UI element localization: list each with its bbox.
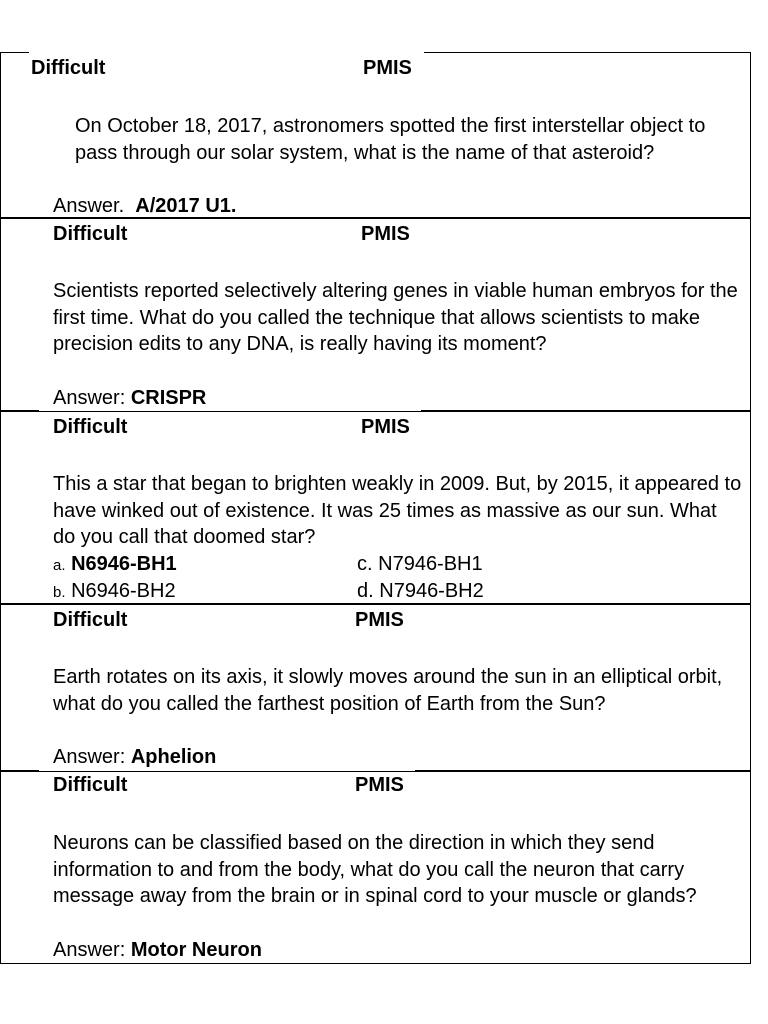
question-card-2 — [0, 218, 751, 411]
answer-line — [53, 744, 216, 771]
answer-label: Answer: — [53, 939, 126, 961]
option-text: N6946-BH1 — [71, 553, 177, 575]
difficulty-label: Difficult — [53, 609, 128, 631]
option-c — [357, 551, 483, 578]
answer-line — [53, 385, 206, 412]
option-text: N7946-BH1 — [378, 553, 483, 575]
option-letter: c. — [357, 553, 373, 575]
school-label: PMIS — [363, 57, 412, 79]
question-card-4 — [0, 604, 751, 771]
answer-line — [53, 193, 236, 220]
question-text: Scientists reported selectively altering genes in viable human embryos for the first time. What do you called the technique that allows scientists to make precision edits to any DNA, is really having its moment? — [53, 280, 738, 355]
school-label: PMIS — [361, 223, 410, 245]
question-card-5 — [0, 771, 751, 964]
answer-line — [53, 937, 262, 964]
difficulty-label: Difficult — [53, 223, 128, 245]
answer-value: CRISPR — [130, 387, 207, 409]
answer-value: A/2017 U1. — [135, 195, 237, 217]
school-label: PMIS — [355, 774, 404, 796]
option-d — [357, 578, 484, 605]
option-letter: b. — [53, 584, 66, 601]
option-a — [53, 551, 177, 580]
option-text: N6946-BH2 — [71, 580, 176, 602]
question-text: Neurons can be classified based on the direction in which they send information to and from the body, what do you call the neuron that carry message away from the brain or in spinal cord to your muscle or glands? — [53, 832, 697, 907]
question-card-1 — [0, 52, 751, 218]
option-letter: a. — [53, 557, 66, 574]
answer-value: Aphelion — [130, 746, 217, 768]
answer-label: Answer: — [53, 387, 126, 409]
option-text: N7946-BH2 — [379, 580, 484, 602]
school-label: PMIS — [361, 416, 410, 438]
option-letter: d. — [357, 580, 374, 602]
difficulty-label: Difficult — [53, 416, 128, 438]
difficulty-label: Difficult — [53, 774, 128, 796]
answer-value: Motor Neuron — [130, 939, 262, 961]
school-label: PMIS — [355, 609, 404, 631]
difficulty-label: Difficult — [31, 57, 106, 79]
question-text: On October 18, 2017, astronomers spotted the first interstellar object to pass through our solar system, what is the name of that asteroid? — [75, 115, 706, 164]
question-card-3 — [0, 411, 751, 604]
question-text: This a star that began to brighten weakly in 2009. But, by 2015, it appeared to have winked out of existence. It was 25 times as massive as our sun. What do you call that doomed star? — [53, 473, 742, 548]
option-b — [53, 578, 176, 607]
question-text: Earth rotates on its axis, it slowly moves around the sun in an elliptical orbit, what do you called the farthest position of Earth from the Sun? — [53, 666, 723, 715]
answer-label: Answer. — [53, 195, 125, 217]
answer-label: Answer: — [53, 746, 126, 768]
